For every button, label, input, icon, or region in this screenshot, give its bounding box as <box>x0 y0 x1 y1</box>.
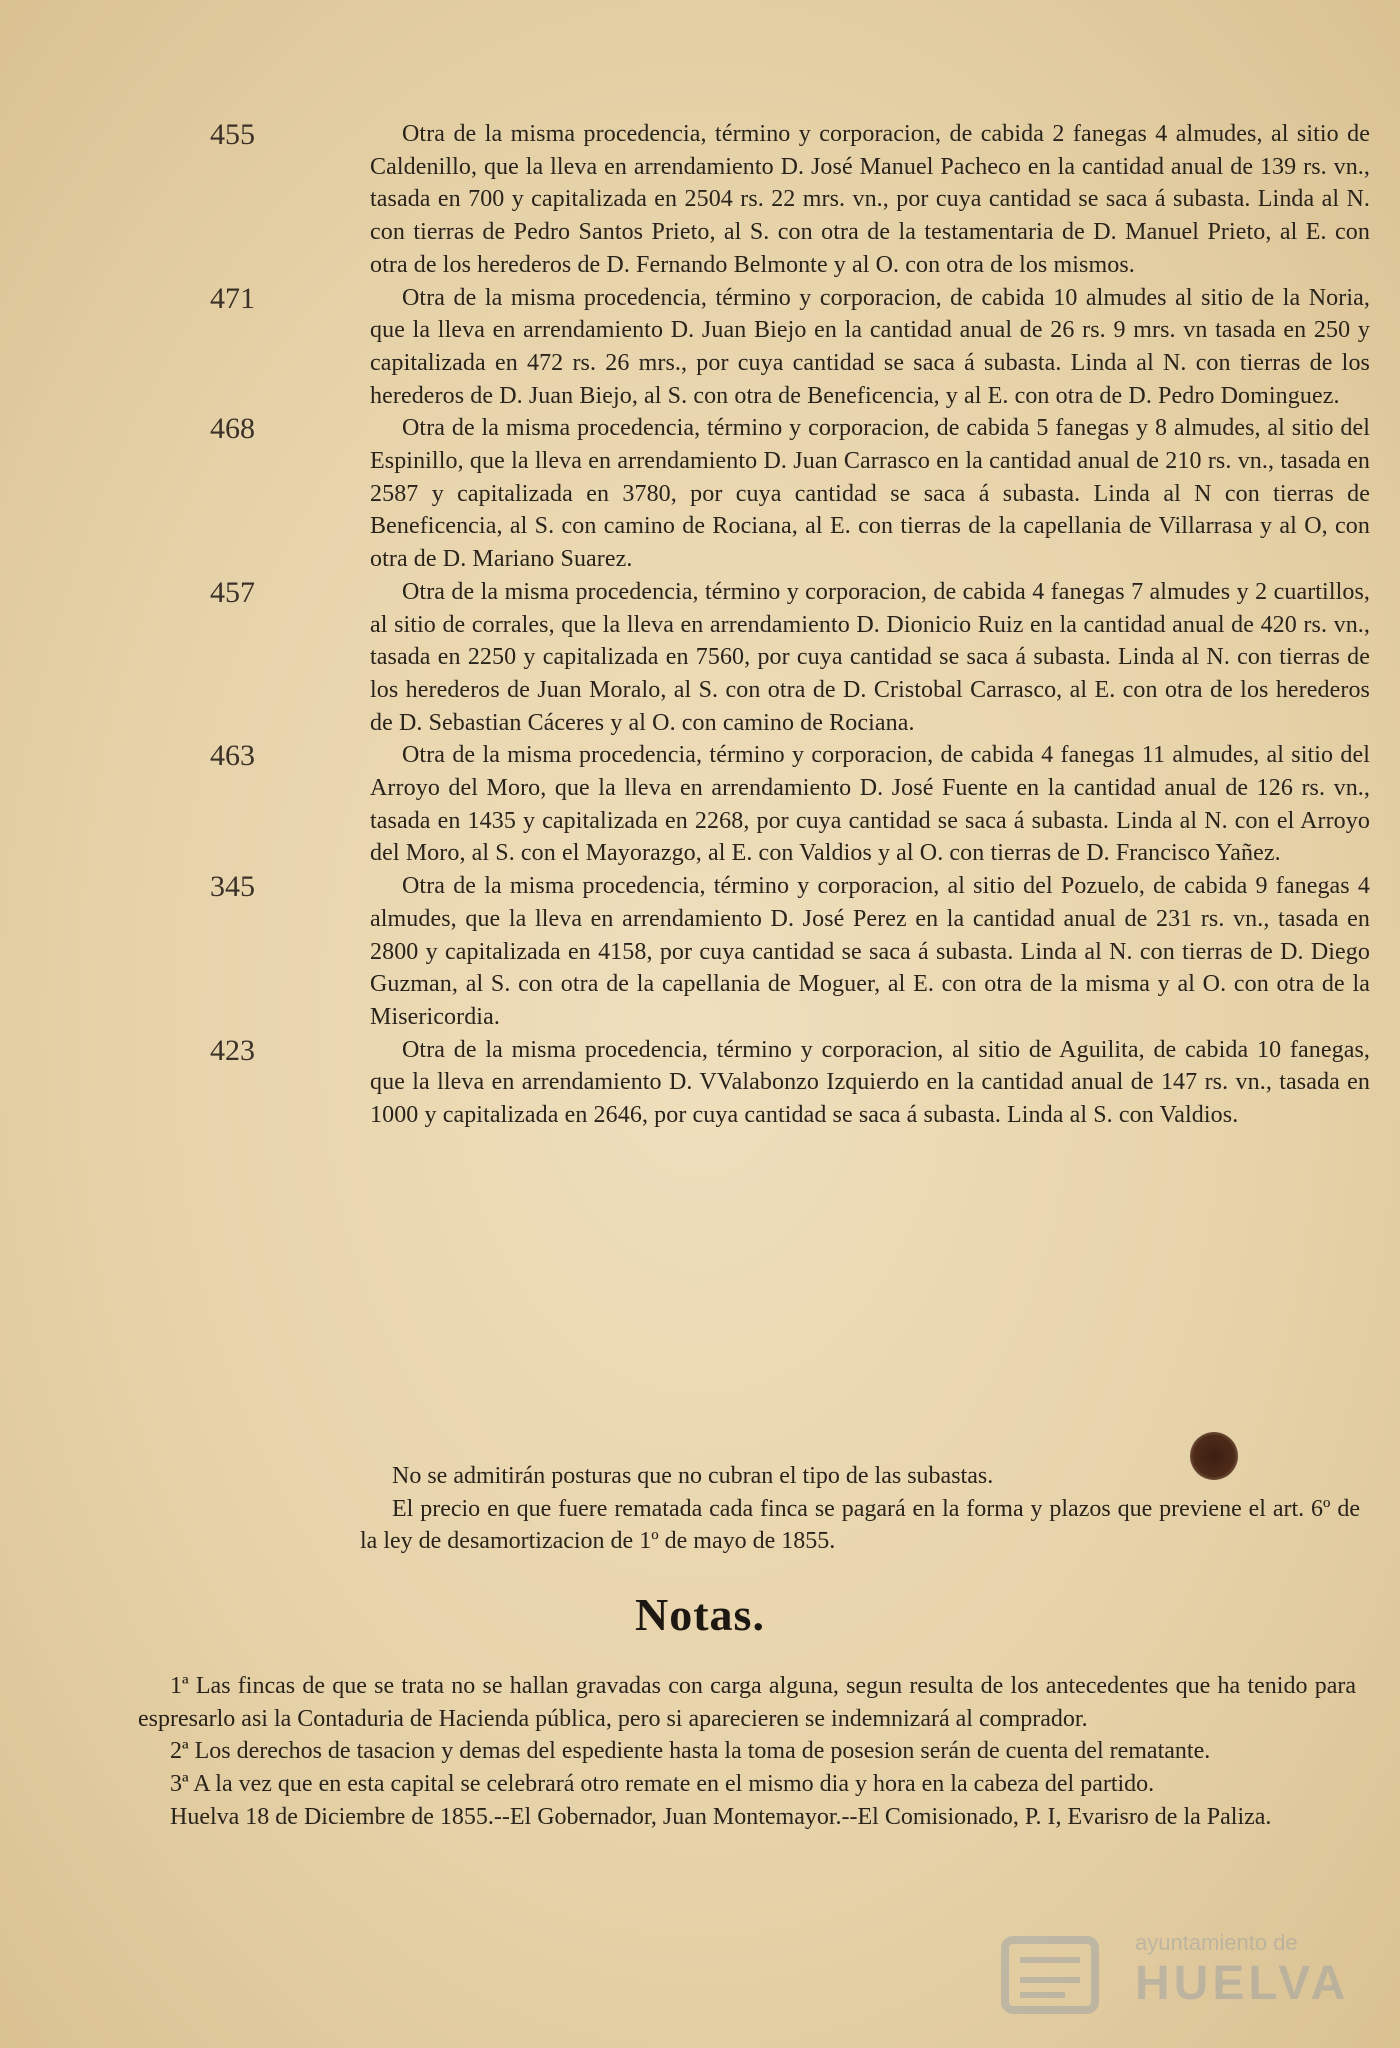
property-entry <box>210 281 1370 413</box>
notes-section <box>138 1670 1356 1834</box>
entry-text: Otra de la misma procedencia, término y corporacion, de cabida 10 almudes al sitio de la Noria, que la lleva en arrendamiento D. Juan Biejo en la cantidad anual de 26 rs. 9 mrs. vn tasada en 250 y capitalizada en 472 rs. 26 mrs., por cuya cantidad se saca á subasta. Linda al N. con tierras de los herederos de D. Juan Biejo, al S. con otra de Beneficencia, y al E. con otra de D. Pedro Dominguez. <box>370 284 1370 409</box>
entry-text: Otra de la misma procedencia, término y corporacion, al sitio del Pozuelo, de cabida 9 fanegas 4 almudes, que la lleva en arrendamiento D. José Perez en la cantidad anual de 231 rs. vn., tasada en 2800 y capitalizada en 4158, por cuya cantidad se saca á subasta. Linda al N. con tierras de D. Diego Guzman, al S. con otra de la capellania de Moguer, al E. con otra de la misma y al O. con otra de la Misericordia. <box>370 873 1370 1030</box>
entry-text: Otra de la misma procedencia, término y corporacion, de cabida 4 fanegas 11 almudes, al sitio del Arroyo del Moro, que la lleva en arrendamiento D. José Fuente en la cantidad anual de 126 rs. vn., tasada en 1435 y capitalizada en 2268, por cuya cantidad se saca á subasta. Linda al N. con el Arroyo del Moro, al S. con el Mayorazgo, al E. con Valdios y al O. con tierras de D. Francisco Yañez. <box>370 742 1370 867</box>
notes-title: Notas. <box>635 1589 765 1640</box>
condition-paragraph: El precio en que fuere rematada cada finca se pagará en la forma y plazos que previene el art. 6º de la ley de desamortizacion de 1º de mayo de 1855. <box>360 1495 1360 1555</box>
note-item: 1ª Las fincas de que se trata no se hallan gravadas con carga alguna, segun resulta de los antecedentes que ha tenido para espresarlo asi la Contaduria de Hacienda pública, pero si aparecieren se indemnizará al comprador. <box>138 1673 1356 1732</box>
entry-number: 471 <box>210 281 255 315</box>
archive-emblem-icon <box>985 1930 1115 2020</box>
condition-paragraph: No se admitirán posturas que no cubran el tipo de las subastas. <box>392 1463 994 1489</box>
entry-number: 457 <box>210 575 255 609</box>
note-item: 2ª Los derechos de tasacion y demas del espediente hasta la toma de posesion serán de cuenta del rematante. <box>170 1738 1211 1765</box>
entry-number: 345 <box>210 870 255 904</box>
property-entry <box>210 870 1370 1034</box>
entry-text: Otra de la misma procedencia, término y corporacion, de cabida 5 fanegas y 8 almudes, al sitio del Espinillo, que la lleva en arrendamiento D. Juan Carrasco en la cantidad anual de 210 rs. vn., tasada en 2587 y capitalizada en 3780, por cuya cantidad se saca á subasta. Linda al N con tierras de Beneficencia, al S. con camino de Rociana, al E. con tierras de la capellania de Villarrasa y al O, con otra de D. Mariano Suarez. <box>370 415 1370 573</box>
property-entry <box>210 1033 1370 1132</box>
property-entry <box>210 575 1370 740</box>
entry-text: Otra de la misma procedencia, término y corporacion, al sitio de Aguilita, de cabida 10 fanegas, que la lleva en arrendamiento D. VValabonzo Izquierdo en la cantidad anual de 147 rs. vn., tasada en 1000 y capitalizada en 2646, por cuya cantidad se saca á subasta. Linda al S. con Valdios. <box>370 1036 1370 1129</box>
entry-number: 423 <box>210 1033 255 1067</box>
entry-number: 463 <box>210 739 255 773</box>
entry-text: Otra de la misma procedencia, término y corporacion, de cabida 4 fanegas 7 almudes y 2 cuartillos, al sitio de corrales, que la lleva en arrendamiento D. Dionicio Ruiz en la cantidad anual de 420 rs. vn., tasada en 2250 y capitalizada en 7560, por cuya cantidad se saca á subasta. Linda al N. con tierras de los herederos de Juan Moralo, al S. con otra de D. Cristobal Carrasco, al E. con otra de los herederos de D. Sebastian Cáceres y al O. con camino de Rociana. <box>370 578 1370 736</box>
property-entries <box>210 118 1370 1132</box>
entry-number: 468 <box>210 412 255 446</box>
property-entry <box>210 118 1370 282</box>
watermark-subtitle: ayuntamiento de <box>1135 1930 1298 1955</box>
entry-number: 455 <box>210 118 255 151</box>
archive-watermark <box>985 1930 1350 2020</box>
property-entry <box>210 739 1370 870</box>
entry-text: Otra de la misma procedencia, término y corporacion, de cabida 2 fanegas 4 almudes, al sitio de Caldenillo, que la lleva en arrendamiento D. José Manuel Pacheco en la cantidad anual de 139 rs. vn., tasada en 700 y capitalizada en 2504 rs. 22 mrs. vn., por cuya cantidad se saca á subasta. Linda al N. con tierras de Pedro Santos Prieto, al S. con otra de la testamentaria de D. Manuel Prieto, al E. con otra de los herederos de D. Fernando Belmonte y al O. con otra de los mismos. <box>370 121 1370 278</box>
signature-line: Huelva 18 de Diciembre de 1855.--El Gobernador, Juan Montemayor.--El Comisionado, P. I, Evarisro de la Paliza. <box>170 1803 1272 1830</box>
watermark-title: HUELVA <box>1135 1957 1350 2010</box>
property-entry <box>210 412 1370 576</box>
note-item: 3ª A la vez que en esta capital se celebrará otro remate en el mismo dia y hora en la cabeza del partido. <box>170 1771 1155 1798</box>
ink-stain <box>1190 1432 1238 1480</box>
